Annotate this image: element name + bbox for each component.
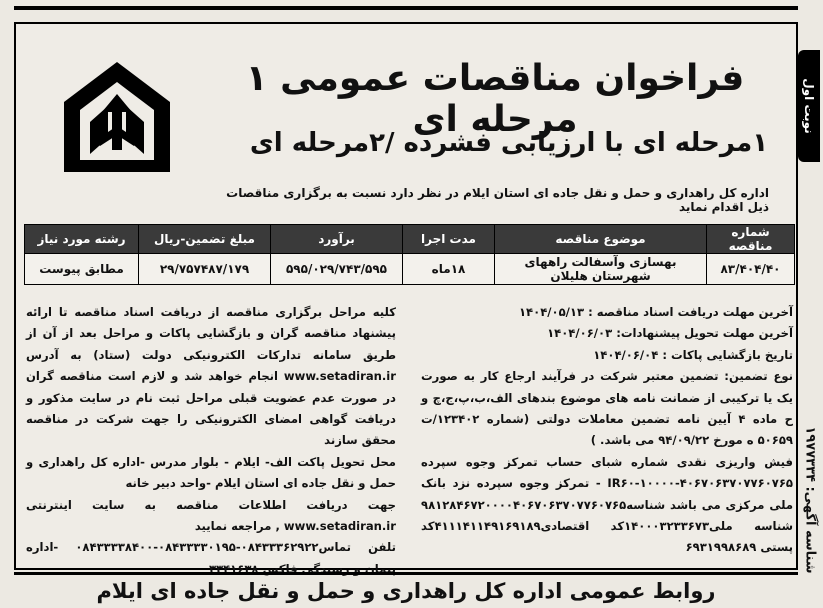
turn-badge: [798, 50, 820, 162]
top-rule: [14, 6, 798, 10]
cell-subject: بهسازی وآسفالت راههای شهرستان هلیلان: [495, 254, 707, 285]
opening-date: تاریخ بازگشایی پاکات : ۱۴۰۴/۰۶/۰۴: [593, 347, 793, 362]
cell-duration: ۱۸ماه: [403, 254, 495, 285]
website-info: جهت دریافت اطلاعات مناقصه به سایت اینترنتی www.setadiran.ir , مراجعه نمایید: [26, 497, 396, 534]
col-header-estimate: برآورد: [271, 225, 403, 254]
table-header-row: [25, 225, 795, 254]
cell-estimate: ۵۹۵/۰۲۹/۷۴۳/۵۹۵: [271, 254, 403, 285]
table-row: [25, 254, 795, 285]
cell-number: ۸۳/۴۰۴/۴۰: [707, 254, 795, 285]
road-administration-logo-icon: [56, 54, 178, 180]
col-header-field: رشته مورد نیاز: [25, 225, 139, 254]
turn-badge-label: نوبت اول: [802, 78, 816, 134]
cell-guarantee: ۲۹/۷۵۷۴۸۷/۱۷۹: [139, 254, 271, 285]
tender-table: [24, 224, 795, 285]
doc-deadline: آخرین مهلت دریافت اسناد مناقصه : ۱۴۰۴/۰۵/۱۳: [518, 305, 793, 319]
procedure-column: [26, 302, 396, 580]
footer-signature: روابط عمومی اداره کل راهداری و حمل و نقل جاده ای ایلام: [14, 572, 798, 608]
col-header-subject: موضوع مناقصه: [495, 225, 707, 254]
main-title: فراخوان مناقصات عمومی ۱ مرحله ای: [245, 58, 745, 140]
procedure-text: کلیه مراحل برگزاری مناقصه از دریافت اسناد مناقصه تا ارائه پیشنهاد مناقصه گران و بازگشایی پاکات و مراحل بعد از آن از طریق سامانه تدارکات الکترونیکی دولت (ستاد) به آدرس www.setadiran.ir انجام خواهد شد و لازم است مناقصه گران در صورت عدم عضویت قبلی مراحل ثبت نام در سایت مذکور و دریافت گواهی امضای الکترونیکی را جهت شرکت در مناقصه محقق سازند: [26, 305, 396, 448]
col-header-guarantee: مبلغ تضمین-ریال: [139, 225, 271, 254]
cell-field: مطابق پیوست: [25, 254, 139, 285]
deposit-info: فیش واریزی نقدی شماره شبای حساب تمرکز وجوه سپرده IR۶۰-۱۰۰۰۰-۴۰۶۷۰۶۳۷۰۷۷۶۰۷۶۵ - تمرکز وجوه سپرده نزد بانک ملی مرکزی می باشد شناسه۹۸۱۲۸۴۶۷۲۰۰۰۰۴۰۶۷۰۶۳۷۰۷۷۶۰۷۶۵ شناسه ملی۱۴۰۰۰۳۲۳۳۶۷۳کد اقتصادی۴۱۱۱۴۱۱۴۹۱۶۹۱۸۹کد پستی ۶۹۳۱۹۹۸۶۸۹: [421, 454, 793, 555]
delivery-address: محل تحویل پاکت الف- ایلام - بلوار مدرس -اداره کل راهداری و حمل و نقل جاده ای استان ایلام -واحد دبیر خانه: [26, 454, 396, 491]
sub-title: ۱مرحله ای با ارزیابی فشرده /۲مرحله ای: [249, 128, 769, 158]
col-header-number: شماره مناقصه: [707, 225, 795, 254]
contact-info: تلفن تماس۰۸۴۳۳۳۶۲۹۲۲-۰۸۴۳۳۳۳۰۱۹۵-۰۸۴۳۳۳۳۸۴۰۰ -اداره پیمان و رسیدگی فاکس ۳۳۴۱۶۳۸: [26, 540, 396, 576]
ad-number: [800, 410, 820, 590]
col-header-duration: مدت اجرا: [403, 225, 495, 254]
intro-text: اداره کل راهداری و حمل و نقل جاده ای استان ایلام در نظر دارد نسبت به برگزاری مناقصات ذیل اقدام نماید: [226, 186, 769, 214]
ad-number-label: شناسه آگهی: ۱۹۷۷۳۳۴: [802, 426, 818, 574]
submission-deadline: آخرین مهلت تحویل پیشنهادات: ۱۴۰۴/۰۶/۰۳: [547, 326, 793, 341]
deadlines-column: [421, 302, 793, 559]
guarantee-type: نوع تضمین: تضمین معتبر شرکت در فرآیند ارجاع کار به صورت یک یا ترکیبی از ضمانت نامه های موضوع بندهای الف،ب،پ،ج،چ و ح ماده ۴ آیین نامه تضمین معاملات دولتی (شماره ۱۲۳۴۰۲/ت ۵۰۶۵۹ ه مورخ ۹۴/۰۹/۲۲ می باشد. ): [421, 369, 793, 448]
